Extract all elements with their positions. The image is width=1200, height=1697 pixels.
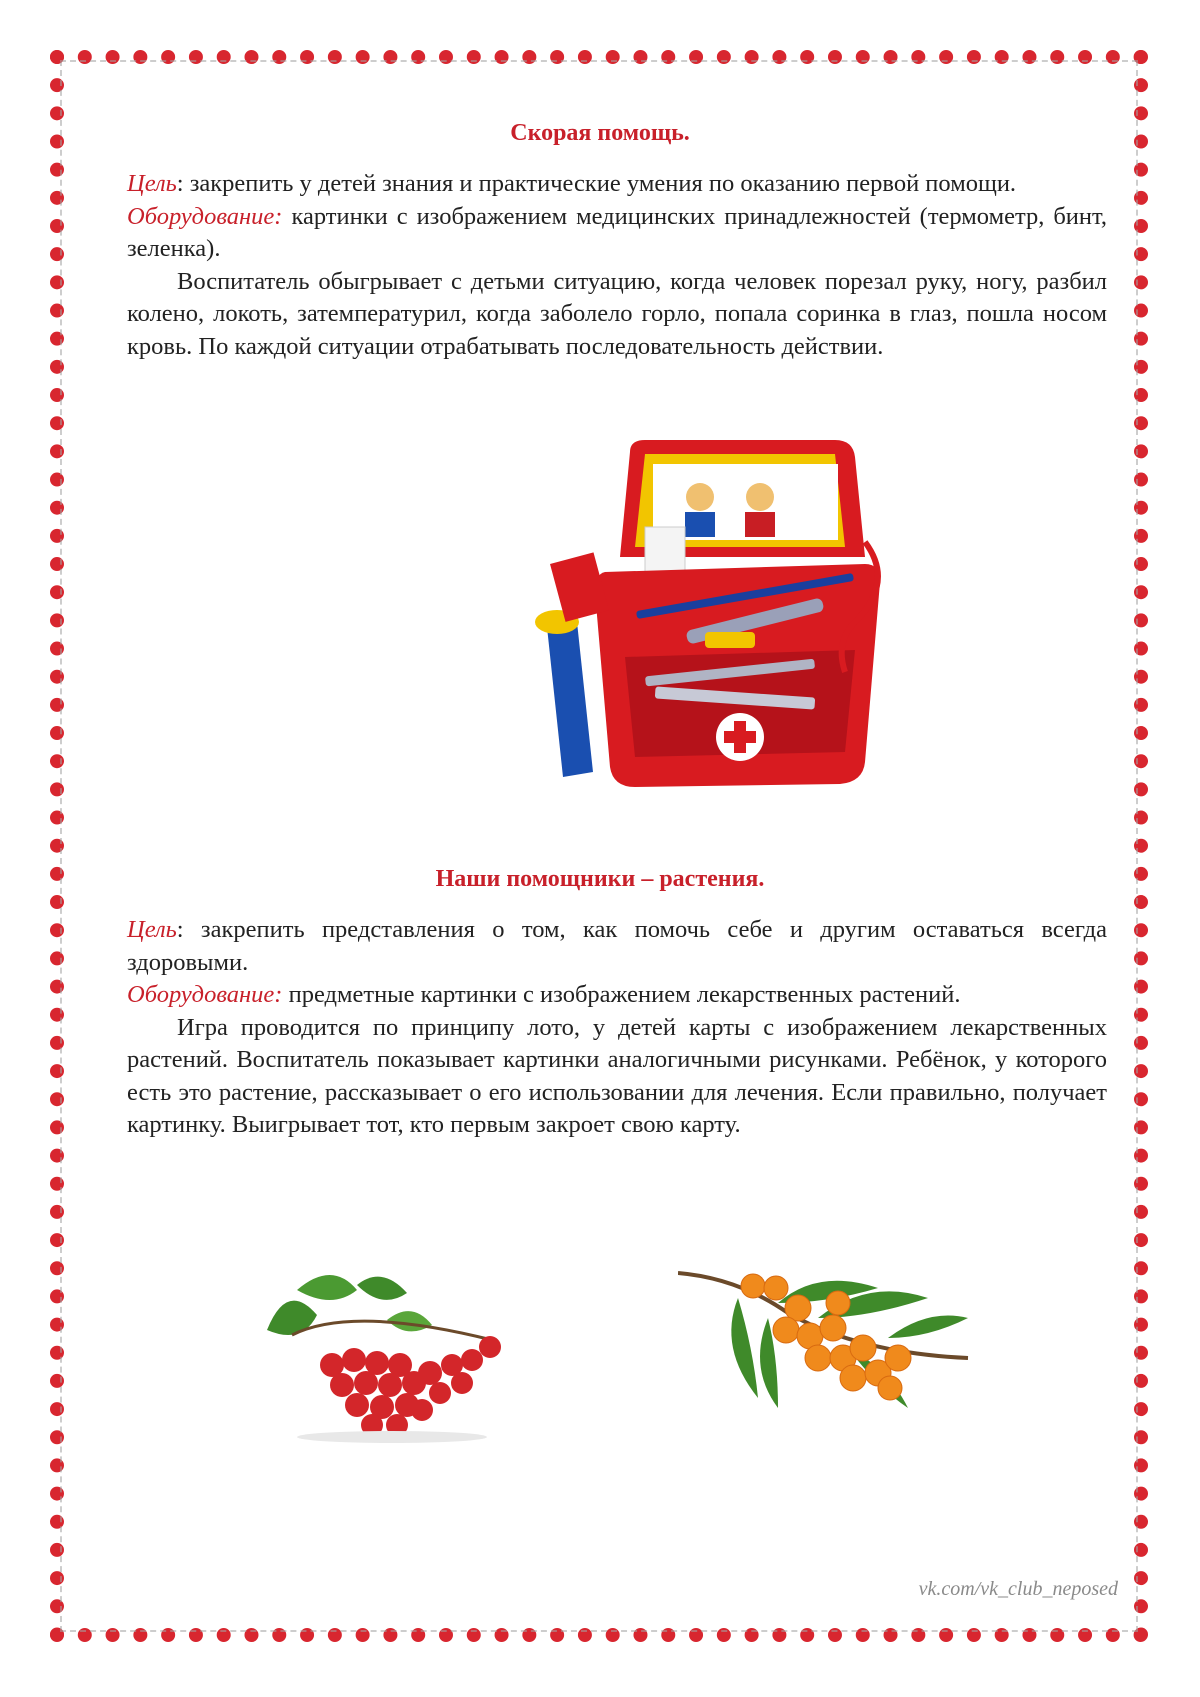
section2-equipment	[127, 979, 1107, 1012]
sea-buckthorn-image	[678, 1258, 978, 1418]
equipment-label: Оборудование:	[127, 202, 283, 230]
section2-title: Наши помощники – растения.	[435, 866, 765, 892]
goal-text: : закрепить представления о том, как помочь себе и другим оставаться всегда здоровыми.	[127, 916, 1107, 976]
section1-text	[127, 168, 1107, 363]
section1-title: Скорая помощь.	[510, 120, 690, 146]
goal-text: : закрепить у детей знания и практические умения по оказанию первой помощи.	[176, 170, 1017, 197]
equipment-label: Оборудование:	[127, 981, 283, 1008]
section2-text	[127, 914, 1107, 1142]
equipment-text: предметные картинки с изображением лекарственных растений.	[282, 981, 961, 1008]
equipment-text: картинки с изображением медицинских принадлежностей (термометр, бинт, зеленка).	[127, 202, 1107, 262]
section2-goal	[127, 914, 1107, 979]
goal-label: Цель	[127, 170, 177, 197]
section2-body: Игра проводится по принципу лото, у детей карты с изображением лекарственных растений. Воспитатель показывает картинки аналогичными рисунками. Ребёнок, у которого есть это растение, рассказывает о его использовании для лечения. Если правильно, получает картинку. Выигрывает тот, кто первым закроет свою карту.	[127, 1013, 1107, 1138]
section1-goal	[127, 168, 1107, 201]
first-aid-kit-image	[535, 432, 885, 797]
section1-equipment	[127, 201, 1107, 266]
watermark: vk.com/vk_club_neposed	[918, 1578, 1118, 1600]
goal-label: Цель	[127, 916, 177, 943]
section1-body: Воспитатель обыгрывает с детьми ситуацию, когда человек порезал руку, ногу, разбил колено, локоть, затемпературил, когда заболело горло, попала соринка в глаз, пошла носом кровь. По каждой ситуации отрабатывать последовательность действии.	[127, 267, 1107, 360]
rowan-berries-image	[262, 1265, 522, 1445]
